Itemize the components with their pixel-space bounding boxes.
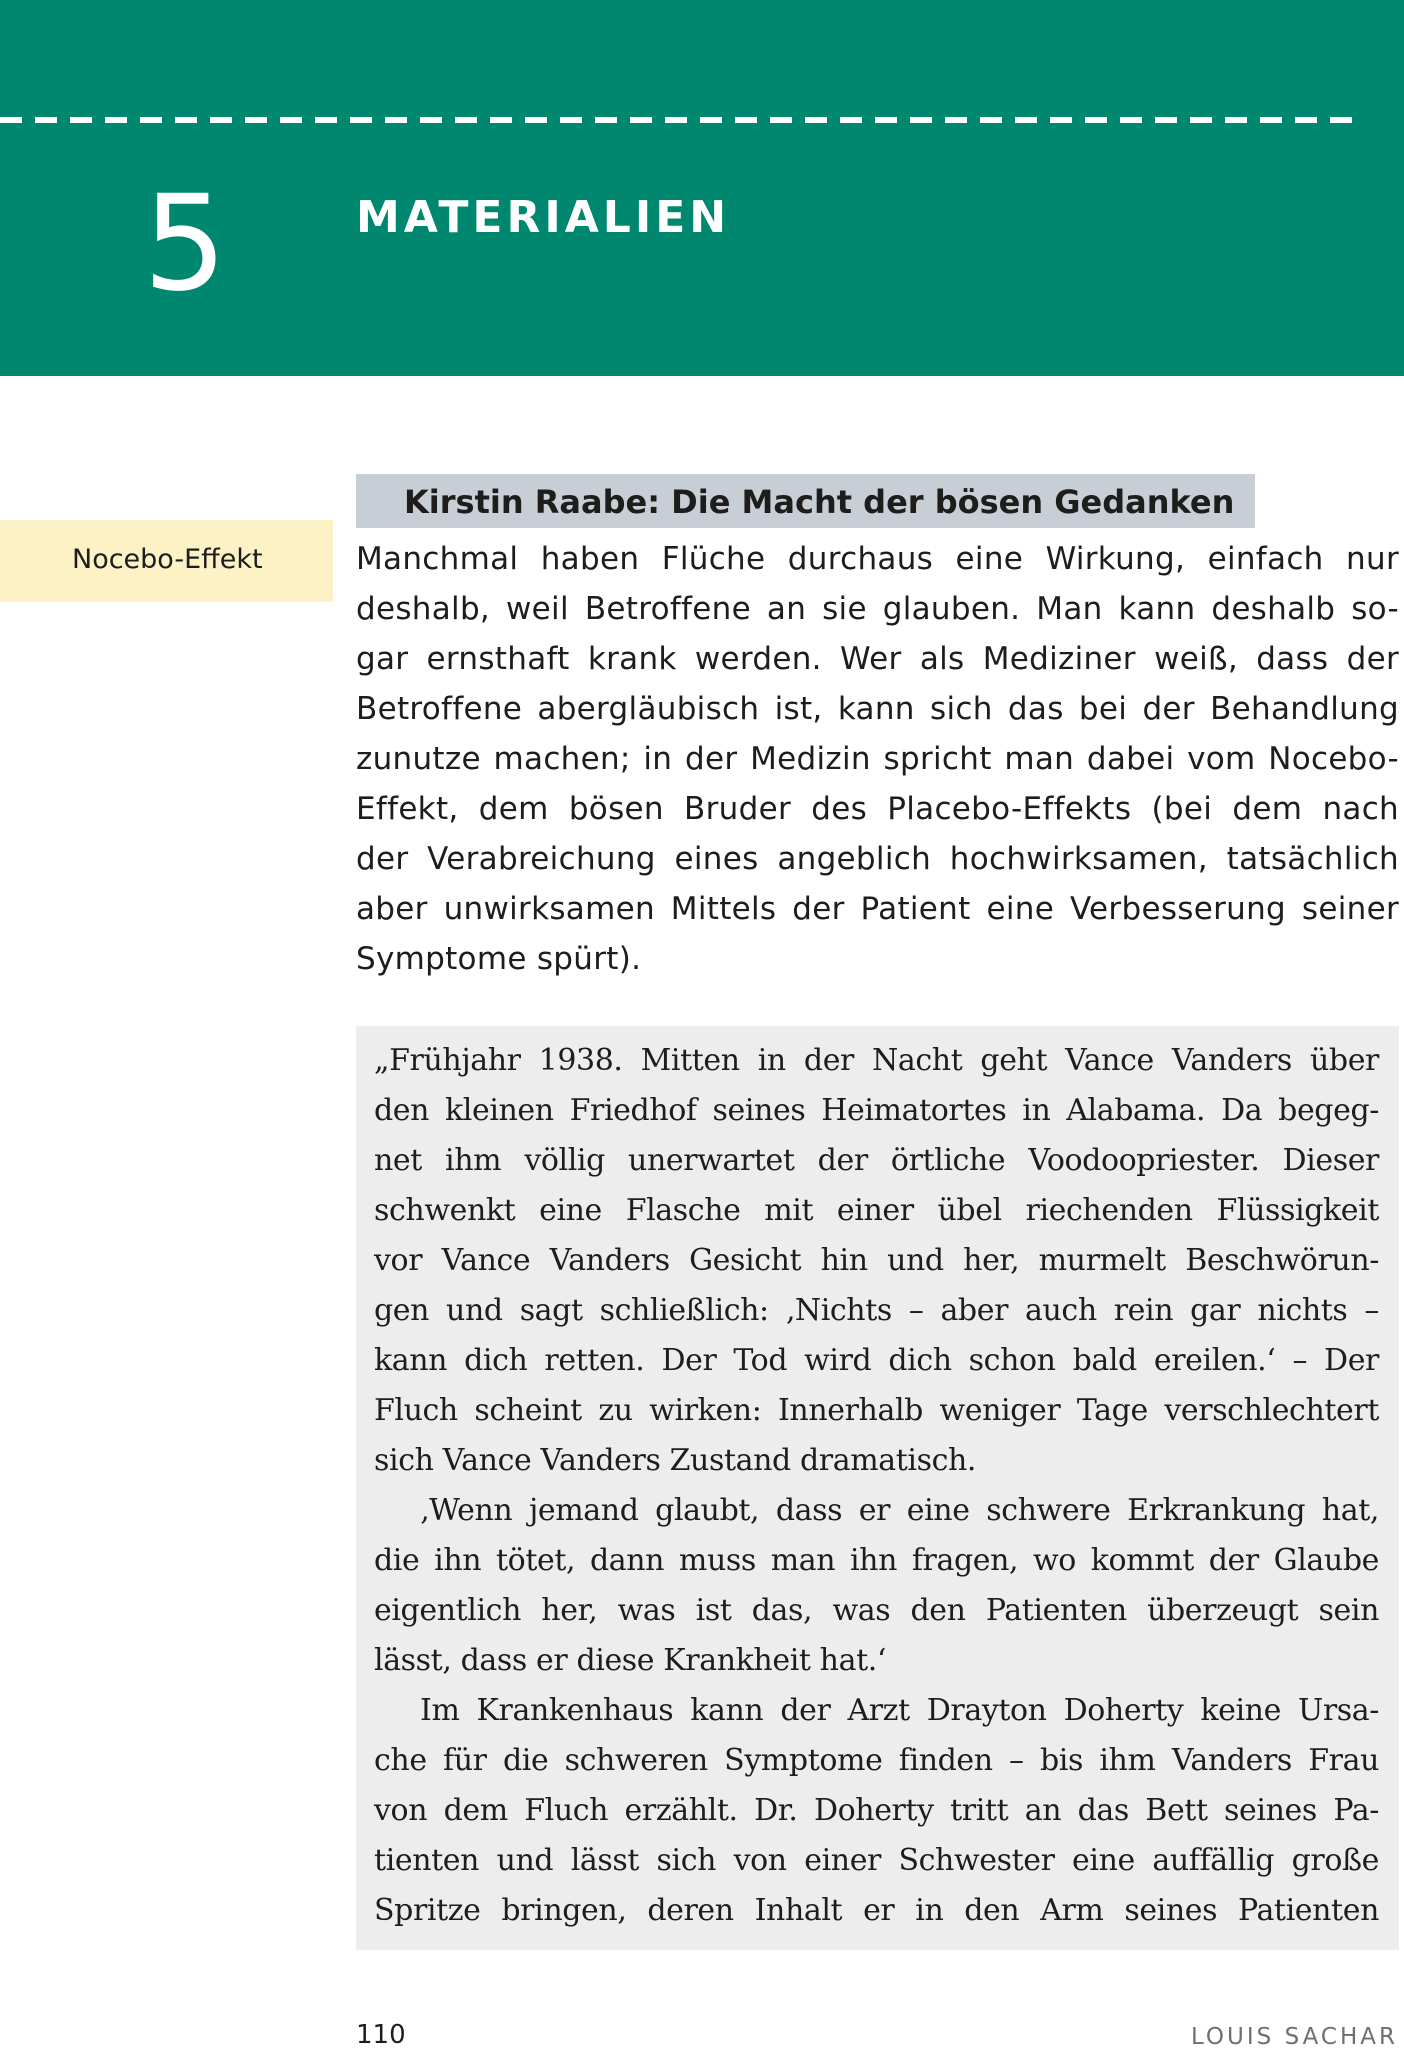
margin-note — [0, 520, 333, 602]
running-head: LOUIS SACHAR — [1190, 2024, 1398, 2050]
section-heading-text: Kirstin Raabe: Die Macht der bösen Gedanken — [404, 483, 1235, 521]
quote-line: Spritze bringen, deren Inhalt er in den Arm seines Patienten — [374, 1893, 1379, 1928]
intro-paragraph — [356, 534, 1399, 984]
quote-line: ‚Wenn jemand glaubt, dass er eine schwere Erkrankung hat, — [420, 1493, 1379, 1528]
dashed-rule — [0, 117, 1358, 123]
quote-line: von dem Fluch erzählt. Dr. Doherty tritt an das Bett seines Pa- — [374, 1793, 1379, 1828]
intro-line: der Verabreichung eines angeblich hochwirksamen, tatsächlich — [356, 841, 1399, 877]
chapter-number: 5 — [143, 167, 227, 321]
quote-line: „Frühjahr 1938. Mitten in der Nacht geht Vance Vanders über — [374, 1043, 1379, 1078]
quote-line: lässt, dass er diese Krankheit hat.‘ — [374, 1643, 887, 1678]
quote-line: kann dich retten. Der Tod wird dich schon bald ereilen.‘ – Der — [374, 1343, 1379, 1378]
intro-line: gar ernsthaft krank werden. Wer als Mediziner weiß, dass der — [356, 641, 1399, 677]
quote-line: den kleinen Friedhof seines Heimatortes in Alabama. Da begeg- — [374, 1093, 1379, 1128]
page-number: 110 — [356, 2020, 406, 2050]
section-heading — [356, 474, 1255, 528]
quote-line: vor Vance Vanders Gesicht hin und her, murmelt Beschwörun- — [374, 1243, 1379, 1278]
quote-box — [356, 1026, 1399, 1950]
quote-line: Fluch scheint zu wirken: Innerhalb weniger Tage verschlechtert — [374, 1393, 1379, 1428]
quote-line: tienten und lässt sich von einer Schwester eine auffällig große — [374, 1843, 1379, 1878]
chapter-title: MATERIALIEN — [356, 192, 731, 243]
intro-line: Effekt, dem bösen Bruder des Placebo-Effekts (bei dem nach — [356, 791, 1399, 827]
quote-line: gen und sagt schließlich: ‚Nichts – aber auch rein gar nichts – — [374, 1293, 1379, 1328]
quote-line: sich Vance Vanders Zustand dramatisch. — [374, 1443, 977, 1478]
quote-line: Im Krankenhaus kann der Arzt Drayton Doherty keine Ursa- — [420, 1693, 1379, 1728]
intro-line: deshalb, weil Betroffene an sie glauben. Man kann deshalb so- — [356, 591, 1399, 627]
intro-line: Symptome spürt). — [356, 941, 642, 977]
quote-line: net ihm völlig unerwartet der örtliche Voodoopriester. Dieser — [374, 1143, 1379, 1178]
intro-line: aber unwirksamen Mittels der Patient eine Verbesserung seiner — [356, 891, 1399, 927]
intro-line: Manchmal haben Flüche durchaus eine Wirkung, einfach nur — [356, 541, 1399, 577]
quote-line: che für die schweren Symptome finden – bis ihm Vanders Frau — [374, 1743, 1379, 1778]
quote-line: schwenkt eine Flasche mit einer übel riechenden Flüssigkeit — [374, 1193, 1379, 1228]
chapter-header — [0, 0, 1404, 376]
intro-line: zunutze machen; in der Medizin spricht man dabei vom Nocebo- — [356, 741, 1399, 777]
quote-line: die ihn tötet, dann muss man ihn fragen, wo kommt der Glaube — [374, 1543, 1379, 1578]
quote-text — [374, 1036, 1379, 1936]
quote-line: eigentlich her, was ist das, was den Patienten überzeugt sein — [374, 1593, 1379, 1628]
intro-line: Betroffene abergläubisch ist, kann sich das bei der Behandlung — [356, 691, 1399, 727]
margin-note-label: Nocebo-Effekt — [72, 544, 263, 575]
